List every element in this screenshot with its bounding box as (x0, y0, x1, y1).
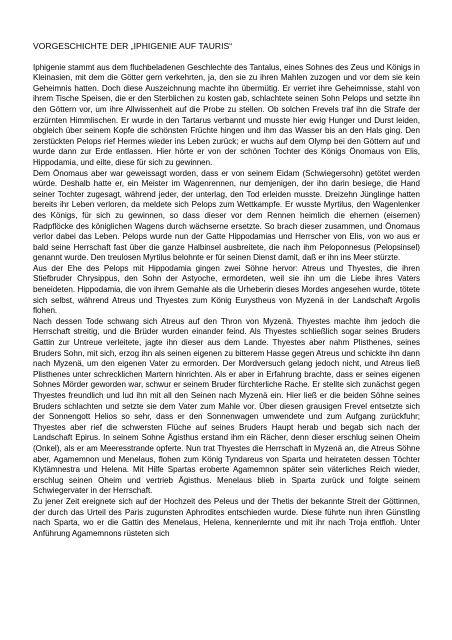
paragraph-atreus-thyestes: Aus der Ehe des Pelops mit Hippodamia gingen zwei Söhne hervor: Atreus und Thyestes, die ihren Stiefbruder Chrysippus, den Sohn der Astyoche, ermordeten, weil sie ihn um die Liebe ihres Vaters beneideten. Hippodamia, die von ihrem Gemahle als die Urheberin dieses Mordes angesehen wurde, tötete sich selbst, während Atreus und Thyestes zum König Eurystheus von Myzenä in der Landschaft Argolis flohen. (33, 263, 420, 316)
paragraph-mycenae: Nach dessen Tode schwang sich Atreus auf den Thron von Myzenä. Thyestes machte ihm jedoch die Herrschaft streitig, und die Brüder wurden einander feind. Als Thyestes schließlich sogar seines Bruders Gattin zur Untreue verleitete, jagte ihn dieser aus dem Lande. Thyestes aber nahm Plisthenes, seines Bruders Sohn, mit sich, erzog ihn als seinen eigenen zu bitterem Hasse gegen Atreus und schickte ihn dann nach Myzenä, um den eigenen Vater zu ermorden. Der Mordversuch gelang jedoch nicht, und Atreus ließ Plisthenes unter schrecklichen Martern hinrichten. Als er aber in Erfahrung brachte, dass er seines eigenen Sohnes Mörder geworden war, schwur er seinem Bruder fürchterliche Rache. Er stellte sich zunächst gegen Thyestes freundlich und lud ihn mit all den Seinen nach Myzenä ein. Hier ließ er die beiden Söhne seines Bruders schlachten und setzte sie dem Vater zum Mahle vor. Über diesen grausigen Frevel entsetzte sich der Sonnengott Helios so sehr, dass er den Sonnenwagen umwendete und zum Aufgang zurückfuhr; Thyestes aber rief die schwersten Flüche auf seines Bruders Haupt herab und begab sich nach der Landschaft Epirus. In seinem Sohne Ägisthus erstand ihm ein Rächer, denn dieser erschlug seinen Oheim (Onkel), als er am Meeresstrande opferte. Nun trat Thyestes die Herrschaft in Myzenä an, die Atreus Söhne aber, Agamemnon und Menelaus, flohen zum König Tyndareus von Sparta und heirateten dessen Töchter Klytämnestra und Helena. Mit Hilfe Spartas eroberte Agamemnon später sein väterliches Reich wieder, erschlug seinen Oheim und vertrieb Ägisthus. Menelaus blieb in Sparta zurück und folgte seinem Schwiegervater in der Herrschaft. (33, 316, 420, 496)
document-title: VORGESCHICHTE DER „IPHIGENIE AUF TAURIS“ (33, 41, 233, 51)
paragraph-paris-helena: Zu jener Zeit ereignete sich auf der Hochzeit des Peleus und der Thetis der bekannte Streit der Göttinnen, der durch das Urteil des Paris zugunsten Aphrodites entschieden wurde. Diese führte nun ihren Günstling nach Sparta, wo er die Gattin des Menelaus, Helena, kennenlernte und mit ihr nach Troja entfloh. Unter Anführung Agamemnons rüsteten sich (33, 496, 420, 538)
document-page (33, 41, 420, 539)
paragraph-tantalus: Iphigenie stammt aus dem fluchbeladenen Geschlechte des Tantalus, eines Sohnes des Zeus und Königs in Kleinasien, mit dem die Götter gern verkehrten, ja, den sie zu ihren Mahlen zuzogen und vor dem sie kein Geheimnis hatten. Doch diese Auszeichnung machte ihn übermütig. Er verriet ihre Geheimnisse, stahl von ihrem Tische Speisen, die er den Sterblichen zu kosten gab, schlachtete seinen Sohn Pelops und setzte ihn den Göttern vor, um ihre Allwissenheit auf die Probe zu stellen. Ob solchen Frevels traf ihn die Strafe der erzürnten Himmlischen. Er wurde in den Tartarus verbannt und musste hier ewig Hunger und Durst leiden, obgleich über seinem Kopfe die schönsten Früchte hingen und ihm das Wasser bis an den Hals ging. Den zerstückten Pelops rief Hermes wieder ins Leben zurück; er wuchs auf dem Olymp bei den Göttern auf und wurde dann zur Erde entlassen. Hier hörte er von der schönen Tochter des Königs Önomaus von Elis, Hippodamia, und eilte, diese für sich zu gewinnen. (33, 62, 420, 167)
paragraph-oenomaus: Dem Önomaus aber war geweissagt worden, dass er von seinem Eidam (Schwiegersohn) getötet werden würde. Deshalb hatte er, ein Meister im Wagenrennen, nur demjenigen, der ihn darin besiege, die Hand seiner Tochter zugesagt, während jeder, der unterlag, den Tod erleiden musste. Dreizehn Jünglinge hatten bereits ihr Leben verloren, da meldete sich Pelops zum Wettkampfe. Er wusste Myrtilus, den Wagenlenker des Königs, für sich zu gewinnen, so dass dieser vor dem Rennen heimlich die ehernen (eisernen) Radpflöcke des königlichen Wagens durch wächserne ersetzte. So brach dieser zusammen, und Önomaus verlor dabei das Leben. Pelops wurde nun der Gatte Hippodamias und Herrscher von Elis, von wo aus er bald seine Herrschaft fast über die ganze Halbinsel ausbreitete, die nach ihm Peloponnesus (Pelopsinsel) genannt wurde. Den treulosen Myrtilus belohnte er für seinen Dienst damit, daß er ihn ins Meer stürzte. (33, 168, 420, 263)
